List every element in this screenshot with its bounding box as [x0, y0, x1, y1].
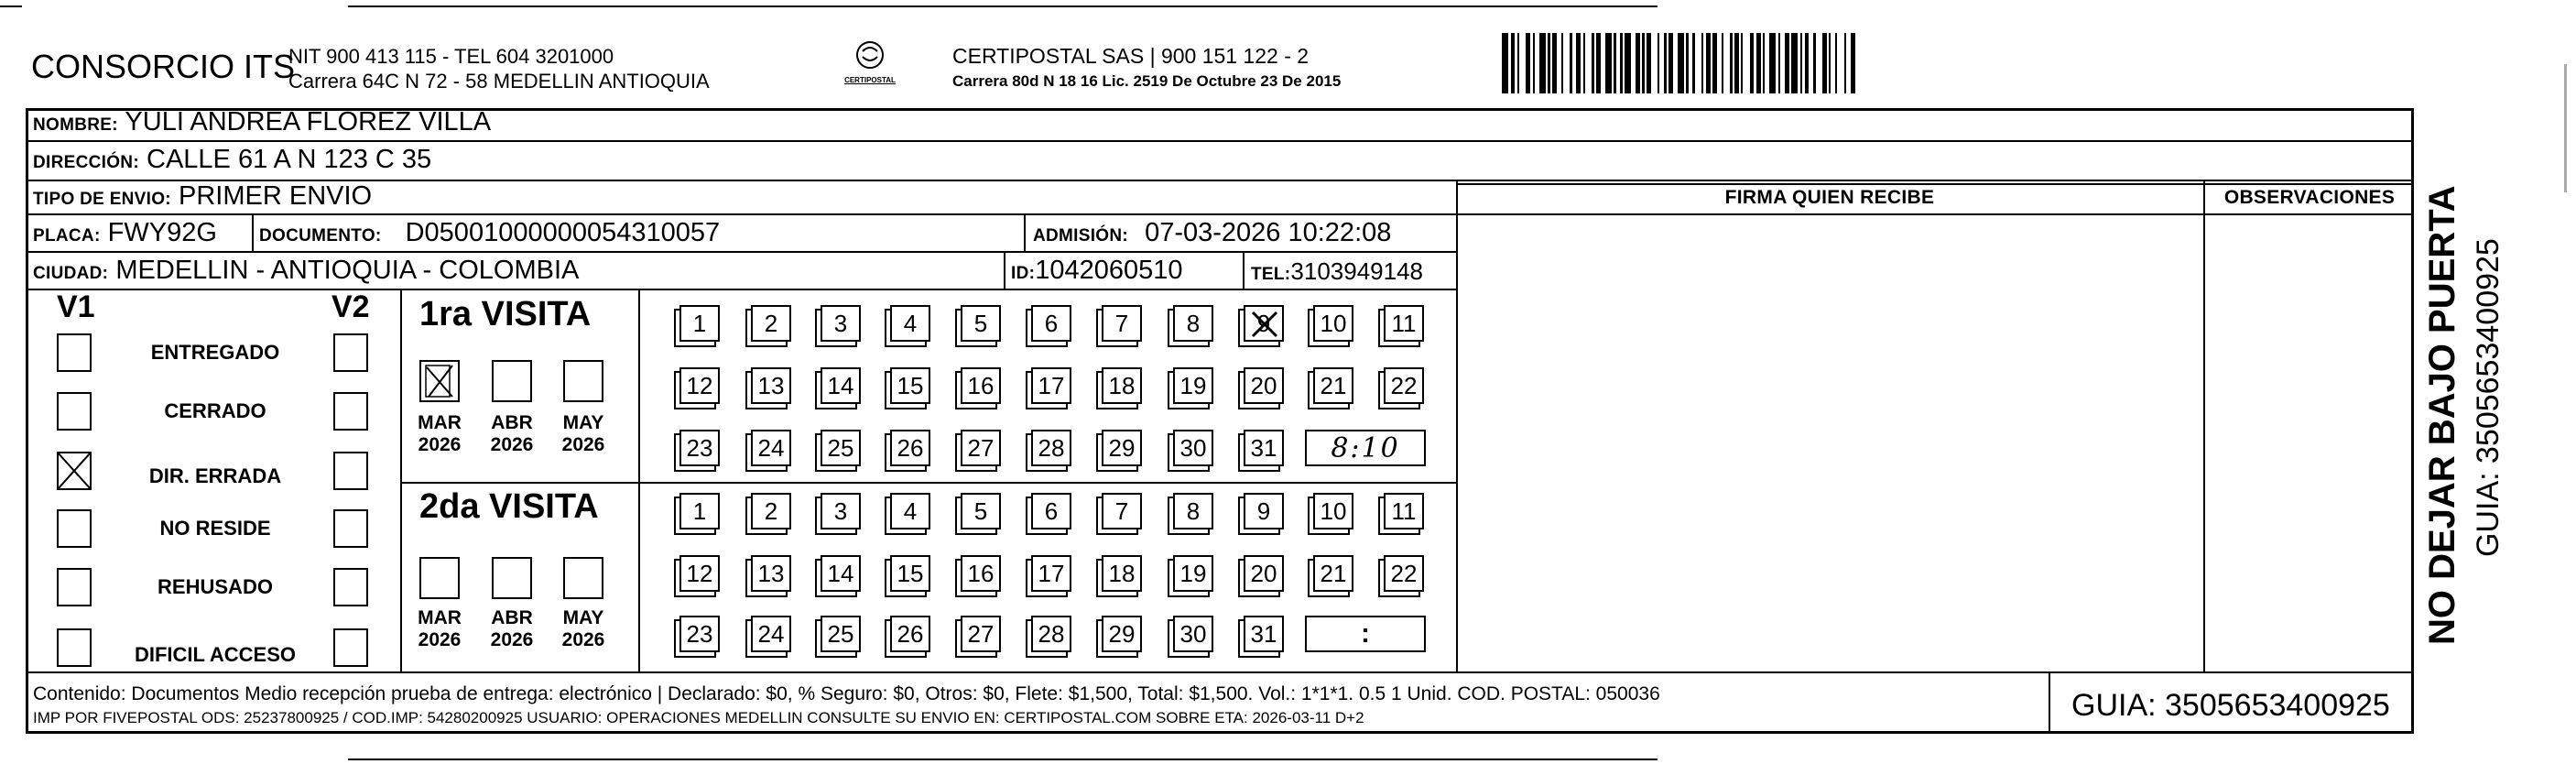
- barcode-bar: [1723, 33, 1730, 93]
- admision-field: [1033, 218, 1391, 248]
- day-number: 28: [1038, 433, 1065, 462]
- firma-header: FIRMA QUIEN RECIBE: [1724, 187, 1935, 208]
- no-dejar-warning: NO DEJAR BAJO PUERTA: [2422, 185, 2462, 645]
- day-number: 3: [833, 497, 848, 525]
- barcode-bar: [1837, 33, 1843, 93]
- day-number: 26: [897, 433, 924, 462]
- month-year: 2026: [418, 629, 462, 650]
- month-name: MAY: [562, 412, 604, 433]
- row-divider: [1456, 183, 2414, 185]
- carrier-info: [952, 44, 1341, 93]
- carrier-address: Carrera 80d N 18 16 Lic. 2519 De Octubre 23 De 2015: [952, 72, 1342, 90]
- second-visit-day-box[interactable]: [890, 493, 930, 529]
- second-visit-day-box[interactable]: [679, 555, 720, 592]
- second-visit-month-label: [412, 607, 467, 651]
- first-visit-day-box[interactable]: [961, 367, 1001, 404]
- second-visit-day-box[interactable]: [961, 616, 1001, 652]
- day-number: 21: [1320, 559, 1347, 587]
- day-number: 1: [692, 497, 707, 525]
- observaciones-header: OBSERVACIONES: [2223, 187, 2396, 208]
- first-visit-day-box[interactable]: [1102, 305, 1142, 342]
- day-number: 18: [1108, 371, 1136, 399]
- certipostal-logo: [833, 38, 907, 95]
- second-visit-day-box[interactable]: [1102, 616, 1142, 652]
- row-divider: [26, 213, 2414, 215]
- day-number: 19: [1179, 371, 1207, 399]
- first-visit-month-label: [556, 412, 611, 456]
- row-divider: [26, 251, 1456, 253]
- day-number: 19: [1179, 559, 1207, 587]
- v1-checkbox[interactable]: [57, 392, 92, 431]
- status-label: DIFICIL ACCESO: [134, 643, 296, 666]
- day-number: 30: [1179, 433, 1207, 462]
- month-day-divider: [638, 289, 640, 671]
- day-number: 7: [1114, 497, 1129, 525]
- second-visit-day-box[interactable]: [751, 616, 791, 652]
- first-visit-day-box[interactable]: [821, 305, 861, 342]
- day-number: 7: [1114, 309, 1129, 337]
- admision-label: ADMISIÓN:: [1033, 226, 1129, 246]
- day-number: 20: [1250, 371, 1277, 399]
- second-visit-day-box[interactable]: [890, 555, 930, 592]
- day-number: 21: [1320, 371, 1347, 399]
- day-number: 14: [827, 371, 854, 399]
- day-number: 30: [1179, 619, 1207, 648]
- first-visit-day-box[interactable]: [751, 367, 791, 404]
- v2-checkbox[interactable]: [333, 333, 368, 372]
- nombre-label: NOMBRE:: [33, 115, 118, 135]
- barcode-bar: [1539, 33, 1546, 93]
- first-visit-day-box[interactable]: [1313, 305, 1353, 342]
- first-visit-day-box[interactable]: [890, 305, 930, 342]
- day-number: 6: [1044, 497, 1059, 525]
- company-address: Carrera 64C N 72 - 58 MEDELLIN ANTIOQUIA: [288, 70, 710, 93]
- tel-label: TEL:: [1251, 265, 1291, 284]
- v1-checkbox[interactable]: [57, 568, 92, 606]
- day-number: 27: [967, 433, 995, 462]
- documento-value: D05001000000054310057: [405, 218, 721, 247]
- month-name: MAR: [418, 412, 462, 433]
- day-number: 24: [757, 433, 785, 462]
- v2-checkbox[interactable]: [333, 452, 368, 490]
- day-number: 17: [1038, 559, 1065, 587]
- day-number: 24: [757, 619, 785, 648]
- second-visit-day-box[interactable]: [961, 555, 1001, 592]
- day-number: 1: [692, 309, 707, 337]
- first-visit-day-box[interactable]: [1173, 367, 1213, 404]
- second-visit-day-box[interactable]: [1384, 555, 1424, 592]
- first-visit-day-box[interactable]: [1244, 367, 1284, 404]
- barcode-bar: [1769, 33, 1776, 93]
- day-number: 26: [897, 619, 924, 648]
- visit-divider: [400, 482, 1456, 484]
- day-number: 6: [1044, 309, 1059, 337]
- barcode: [1502, 33, 2161, 93]
- second-visit-time[interactable]: [1305, 616, 1426, 652]
- v1-header: V1: [57, 289, 95, 324]
- day-number: 2: [764, 497, 778, 525]
- day-number: 5: [973, 497, 988, 525]
- footer-imp-info: IMP POR FIVEPOSTAL ODS: 25237800925 / COD.IMP: 54280200925 USUARIO: OPERACIONES MEDELLIN CONSULTE SU ENVIO EN: CERTIPOSTAL.COM SOBRE ETA: 2026-03-11 D+2: [33, 709, 1364, 726]
- v1-checkbox[interactable]: [57, 628, 92, 667]
- day-number: 18: [1108, 559, 1136, 587]
- first-visit-day-box[interactable]: [890, 430, 930, 466]
- day-number: 12: [686, 559, 713, 587]
- first-visit-month-label: [484, 412, 539, 456]
- bottom-cut-line: [348, 759, 1658, 760]
- barcode-bar: [1855, 33, 1857, 93]
- second-visit-month-checkbox[interactable]: [492, 557, 532, 599]
- day-number: 25: [827, 619, 854, 648]
- placa-doc-divider: [252, 213, 254, 251]
- second-visit-title: 2da VISITA: [419, 487, 599, 526]
- tipo-label: TIPO DE ENVIO:: [33, 190, 171, 209]
- second-visit-month-checkbox[interactable]: [419, 557, 460, 599]
- day-number: 31: [1250, 433, 1277, 462]
- day-number: 16: [967, 371, 995, 399]
- second-visit-day-box[interactable]: [821, 555, 861, 592]
- status-calendar-divider: [400, 289, 402, 671]
- day-number: 15: [897, 559, 924, 587]
- day-number: 3: [833, 309, 848, 337]
- day-number: 15: [897, 371, 924, 399]
- barcode-bar: [1695, 33, 1701, 93]
- second-visit-day-box[interactable]: [751, 555, 791, 592]
- barcode-bar: [1563, 33, 1570, 93]
- v1-checkbox[interactable]: [57, 333, 92, 372]
- day-number: 11: [1391, 497, 1417, 525]
- day-number: 22: [1390, 371, 1418, 399]
- barcode-bar: [1502, 33, 1508, 93]
- day-number: 12: [686, 371, 713, 399]
- barcode-bar: [1585, 33, 1592, 93]
- first-visit-day-box[interactable]: [1173, 430, 1213, 466]
- second-visit-day-box[interactable]: [1173, 616, 1213, 652]
- day-number: 4: [903, 309, 918, 337]
- ciudad-value: MEDELLIN - ANTIOQUIA - COLOMBIA: [115, 256, 580, 285]
- day-number: 20: [1250, 559, 1277, 587]
- barcode-bar: [1816, 33, 1822, 93]
- status-label: ENTREGADO: [150, 341, 280, 364]
- day-number: 22: [1390, 559, 1418, 587]
- ciudad-id-divider: [1004, 251, 1005, 289]
- id-tel-divider: [1243, 251, 1245, 289]
- barcode-bar: [1605, 33, 1612, 93]
- direccion-field: [33, 145, 431, 175]
- second-visit-time-value: :: [1361, 618, 1370, 649]
- logo-text: CERTIPOSTAL: [844, 76, 896, 84]
- second-visit-month-checkbox[interactable]: [563, 557, 603, 599]
- nombre-field: [33, 107, 491, 137]
- first-visit-day-box[interactable]: [1102, 430, 1142, 466]
- v2-checkbox[interactable]: [333, 628, 368, 667]
- company-info: [288, 44, 710, 93]
- day-number: 28: [1038, 619, 1065, 648]
- barcode-bar: [1743, 33, 1749, 93]
- footer-contents: Contenido: Documentos Medio recepción prueba de entrega: electrónico | Declarado: $0, % Seguro: $0, Otros: $0, Flete: $1,500, Total: $1,500. Vol.: 1*1*1. 0.5 1 Unid. COD. POSTAL: 050036: [33, 683, 1660, 704]
- first-visit-day-box[interactable]: [961, 430, 1001, 466]
- day-number: 23: [686, 433, 713, 462]
- nombre-value: YULI ANDREA FLOREZ VILLA: [125, 107, 492, 136]
- id-label: ID:: [1011, 264, 1036, 283]
- second-visit-day-box[interactable]: [1102, 493, 1142, 529]
- second-visit-day-box[interactable]: [890, 616, 930, 652]
- second-visit-day-box[interactable]: [1313, 493, 1353, 529]
- v2-checkbox[interactable]: [333, 568, 368, 606]
- row-divider: [26, 140, 2414, 142]
- tel-field: [1251, 257, 1423, 286]
- month-year: 2026: [490, 434, 534, 455]
- first-visit-day-box[interactable]: [1031, 367, 1071, 404]
- second-visit-month-label: [484, 607, 539, 651]
- first-visit-day-box[interactable]: [1031, 305, 1071, 342]
- second-visit-day-box[interactable]: [751, 493, 791, 529]
- id-field: [1011, 256, 1183, 286]
- second-visit-day-box[interactable]: [679, 493, 720, 529]
- status-label: REHUSADO: [158, 575, 273, 598]
- second-visit-day-box[interactable]: [1244, 616, 1284, 652]
- company-nit: NIT 900 413 115 - TEL 604 3201000: [288, 45, 614, 68]
- footer-divider: [26, 671, 2414, 673]
- day-number: 10: [1320, 309, 1347, 337]
- first-visit-day-box[interactable]: [821, 367, 861, 404]
- day-number: 8: [1186, 309, 1201, 337]
- day-number: 5: [973, 309, 988, 337]
- tel-value: 3103949148: [1290, 257, 1424, 285]
- second-visit-day-box[interactable]: [1244, 493, 1284, 529]
- day-number: 25: [827, 433, 854, 462]
- direccion-value: CALLE 61 A N 123 C 35: [147, 145, 432, 174]
- first-visit-time-value: 8:10: [1331, 431, 1400, 464]
- documento-label: DOCUMENTO:: [259, 226, 382, 246]
- day-number: 2: [764, 309, 778, 337]
- ciudad-field: [33, 256, 579, 286]
- first-visit-day-box[interactable]: [890, 367, 930, 404]
- barcode-bar: [1678, 33, 1684, 93]
- first-visit-month-checkbox[interactable]: [419, 360, 460, 402]
- second-visit-month-label: [556, 607, 611, 651]
- month-year: 2026: [561, 434, 605, 455]
- first-visit-title: 1ra VISITA: [419, 295, 592, 333]
- company-name: CONSORCIO ITS: [31, 48, 296, 85]
- second-visit-day-box[interactable]: [961, 493, 1001, 529]
- admision-value: 07-03-2026 10:22:08: [1145, 218, 1392, 247]
- tipo-value: PRIMER ENVIO: [179, 181, 373, 211]
- first-visit-day-box[interactable]: [1244, 305, 1284, 342]
- status-label: CERRADO: [164, 399, 266, 422]
- check-mark-icon: [421, 362, 458, 400]
- status-label: NO RESIDE: [159, 517, 271, 540]
- second-visit-day-box[interactable]: [1031, 555, 1071, 592]
- tipo-field: [33, 181, 372, 212]
- v2-header: V2: [332, 289, 370, 324]
- footer-guia: GUIA: 3505653400925: [2071, 688, 2390, 723]
- second-visit-day-box[interactable]: [1244, 555, 1284, 592]
- day-number: 13: [757, 559, 785, 587]
- logo-icon: [852, 38, 888, 71]
- first-visit-day-box[interactable]: [1244, 430, 1284, 466]
- day-number: 16: [967, 559, 995, 587]
- v1-checkbox[interactable]: [57, 509, 92, 548]
- second-visit-day-box[interactable]: [1031, 616, 1071, 652]
- second-visit-day-box[interactable]: [679, 616, 720, 652]
- second-visit-day-box[interactable]: [1173, 493, 1213, 529]
- first-visit-day-box[interactable]: [679, 430, 720, 466]
- side-guia: GUIA: 3505653400925: [2471, 238, 2505, 557]
- top-cut-line: [348, 5, 1658, 7]
- first-visit-month-checkbox[interactable]: [563, 360, 603, 402]
- month-year: 2026: [490, 629, 534, 650]
- top-tick-mark: [0, 5, 22, 7]
- first-visit-day-box[interactable]: [1102, 367, 1142, 404]
- day-number: 9: [1256, 497, 1271, 525]
- v1-checkbox[interactable]: [57, 452, 92, 490]
- row-divider: [26, 180, 2414, 181]
- day-number: 27: [967, 619, 995, 648]
- row-divider: [26, 289, 1456, 290]
- cross-mark-icon: [1249, 309, 1280, 340]
- v2-checkbox[interactable]: [333, 392, 368, 431]
- first-visit-day-box[interactable]: [751, 430, 791, 466]
- first-visit-time[interactable]: [1305, 430, 1426, 466]
- first-visit-day-box[interactable]: [751, 305, 791, 342]
- first-visit-day-box[interactable]: [1313, 367, 1353, 404]
- first-visit-month-checkbox[interactable]: [492, 360, 532, 402]
- first-visit-day-box[interactable]: [821, 430, 861, 466]
- first-visit-day-box[interactable]: [961, 305, 1001, 342]
- barcode-bar: [1791, 33, 1798, 93]
- day-cross-mark: [1249, 309, 1280, 340]
- day-number: 17: [1038, 371, 1065, 399]
- firma-column-border: [1456, 180, 1458, 671]
- first-visit-day-box[interactable]: [1384, 367, 1424, 404]
- day-number: 9: [1256, 309, 1271, 337]
- month-year: 2026: [561, 629, 605, 650]
- month-year: 2026: [418, 434, 462, 455]
- placa-value: FWY92G: [107, 218, 217, 247]
- edge-mark: [2564, 64, 2567, 192]
- month-name: ABR: [491, 412, 533, 433]
- first-visit-month-label: [412, 412, 467, 456]
- month-name: MAR: [418, 607, 462, 628]
- id-value: 1042060510: [1035, 256, 1183, 285]
- first-visit-day-box[interactable]: [679, 367, 720, 404]
- documento-field: [259, 218, 720, 248]
- day-number: 29: [1108, 619, 1136, 648]
- barcode-bar: [1651, 33, 1658, 93]
- v2-checkbox[interactable]: [333, 509, 368, 548]
- observaciones-column-border: [2203, 180, 2205, 671]
- day-number: 8: [1186, 497, 1201, 525]
- doc-admision-divider: [1024, 213, 1026, 251]
- placa-label: PLACA:: [33, 226, 101, 246]
- month-name: ABR: [491, 607, 533, 628]
- carrier-name: CERTIPOSTAL SAS | 900 151 122 - 2: [952, 44, 1310, 68]
- month-name: MAY: [562, 607, 604, 628]
- day-number: 10: [1320, 497, 1347, 525]
- day-number: 14: [827, 559, 854, 587]
- first-visit-day-box[interactable]: [1384, 305, 1424, 342]
- first-visit-day-box[interactable]: [1031, 430, 1071, 466]
- day-number: 11: [1391, 309, 1417, 337]
- second-visit-day-box[interactable]: [1313, 555, 1353, 592]
- placa-field: [33, 218, 217, 248]
- ciudad-label: CIUDAD:: [33, 264, 109, 283]
- second-visit-day-box[interactable]: [821, 616, 861, 652]
- footer-guia-divider: [2049, 671, 2050, 734]
- barcode-bar: [1519, 33, 1526, 93]
- day-number: 4: [903, 497, 918, 525]
- day-number: 29: [1108, 433, 1136, 462]
- second-visit-day-box[interactable]: [1384, 493, 1424, 529]
- day-number: 31: [1250, 619, 1277, 648]
- second-visit-day-box[interactable]: [1031, 493, 1071, 529]
- first-visit-day-box[interactable]: [1173, 305, 1213, 342]
- second-visit-day-box[interactable]: [821, 493, 861, 529]
- status-label: DIR. ERRADA: [148, 464, 282, 487]
- day-number: 13: [757, 371, 785, 399]
- day-number: 23: [686, 619, 713, 648]
- direccion-label: DIRECCIÓN:: [33, 153, 139, 172]
- first-visit-day-box[interactable]: [679, 305, 720, 342]
- second-visit-day-box[interactable]: [1173, 555, 1213, 592]
- second-visit-day-box[interactable]: [1102, 555, 1142, 592]
- barcode-bar: [1625, 33, 1631, 93]
